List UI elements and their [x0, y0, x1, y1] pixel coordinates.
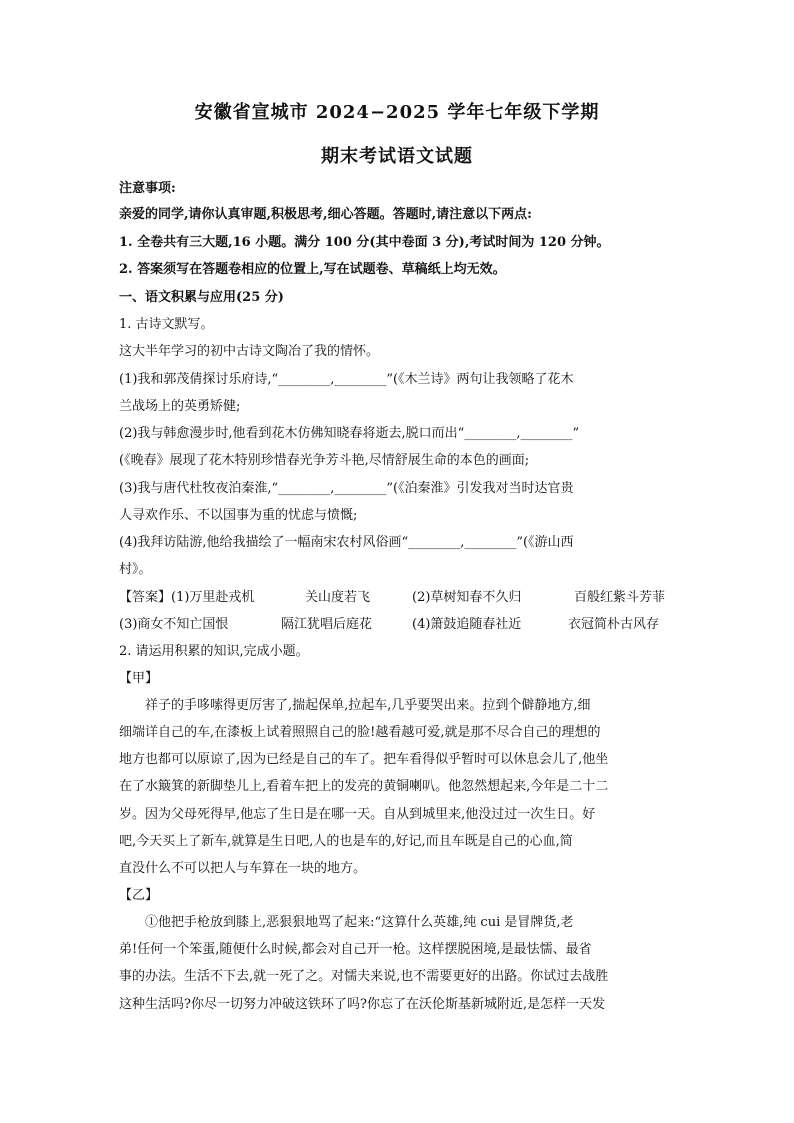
notes-line: 2. 答案须写在答题卷相应的位置上,写在试题卷、草稿纸上均无效。: [119, 262, 506, 277]
question-stem: 2. 请运用积累的知识,完成小题。: [119, 644, 309, 659]
passage-line: 弟!任何一个笨蛋,随便什么时候,都会对自己开一枪。这样摆脱困境,是最怯懦、最省: [119, 942, 592, 957]
question-intro: 这大半年学习的初中古诗文陶冶了我的情怀。: [119, 344, 380, 359]
passage-line: 细端详自己的车,在漆板上试着照照自己的脸!越看越可爱,就是那不尽合自己的理想的: [119, 725, 601, 740]
passage-line: 这种生活吗?你尽一切努力冲破这铁环了吗?你忘了在沃伦斯基新城附近,是怎样一天发: [119, 997, 606, 1012]
passage-line: 祥子的手哆嗦得更厉害了,揣起保单,拉起车,几乎要哭出来。拉到个僻静地方,细: [145, 698, 591, 713]
question-item: (4)我拜访陆游,他给我描绘了一幅南宋农村风俗画“________,________”(《游山西: [119, 535, 574, 550]
answer-cell: (3)商女不知亡国恨: [119, 617, 229, 632]
question-item: (《晚春》展现了花木特别珍惜春光争芳斗艳,尽情舒展生命的本色的画面;: [119, 453, 530, 468]
passage-line: 事的办法。生活不下去,就一死了之。对懦夫来说,也不需要更好的出路。你试过去战胜: [119, 969, 609, 984]
answer-cell: 隔江犹唱后庭花: [281, 617, 373, 632]
section-heading: 一、语文积累与应用(25 分): [119, 290, 284, 305]
notes-heading: 注意事项:: [119, 181, 176, 196]
passage-line: 吧,今天买上了新车,就算是生日吧,人的也是车的,好记,而且车既是自己的心血,简: [119, 834, 573, 849]
question-item: 村》。: [119, 562, 152, 577]
question-item: (1)我和郭茂倩探讨乐府诗,“________,________”(《木兰诗》两句让我领略了花木: [119, 372, 574, 387]
passage-line: 地方也都可以原谅了,因为已经是自己的车了。把车看得似乎暂时可以休息会儿了,他坐: [119, 752, 609, 767]
answer-cell: 百般红紫斗芳菲: [574, 590, 666, 605]
question-item: (3)我与唐代杜牧夜泊秦淮,“________,________”(《泊秦淮》引发我对当时达官贵: [119, 481, 574, 496]
answer-cell: (2)草树知春不久归: [412, 590, 522, 605]
passage-line: 直没什么不可以把人与车算在一块的地方。: [119, 861, 367, 876]
passage-line: ①他把手枪放到膝上,恶狠狠地骂了起来:“这算什么英雄,纯 cui 是冒牌货,老: [145, 915, 574, 930]
question-stem: 1. 古诗文默写。: [119, 317, 214, 332]
notes-line: 亲爱的同学,请你认真审题,积极思考,细心答题。答题时,请注意以下两点:: [119, 207, 532, 222]
passage-label-yi: 【乙】: [119, 888, 159, 903]
answer-cell: 衣冠简朴古风存: [568, 617, 660, 632]
answer-cell: (4)箫鼓追随春社近: [412, 617, 522, 632]
question-item: (2)我与韩愈漫步时,他看到花木仿佛知晓春将逝去,脱口而出“________,________”: [119, 426, 580, 441]
notes-line: 1. 全卷共有三大题,16 小题。满分 100 分(其中卷面 3 分),考试时间为 120 分钟。: [119, 235, 610, 250]
question-item: 人寻欢作乐、不以国事为重的忧虑与愤慨;: [119, 508, 358, 523]
answer-cell: 【答案】(1)万里赴戎机: [119, 590, 255, 605]
passage-line: 岁。因为父母死得早,他忘了生日是在哪一天。自从到城里来,他没过过一次生日。好: [119, 807, 596, 822]
exam-title: 安徽省宣城市 2024−2025 学年七年级下学期: [194, 102, 600, 123]
passage-line: 在了水簸箕的新脚垫儿上,看着车把上的发亮的黄铜喇叭。他忽然想起来,今年是二十二: [119, 779, 609, 794]
question-item: 兰战场上的英勇矫健;: [119, 399, 241, 414]
exam-subtitle: 期末考试语文试题: [321, 146, 473, 167]
answer-cell: 关山度若飞: [305, 590, 371, 605]
passage-label-jia: 【甲】: [119, 671, 159, 686]
